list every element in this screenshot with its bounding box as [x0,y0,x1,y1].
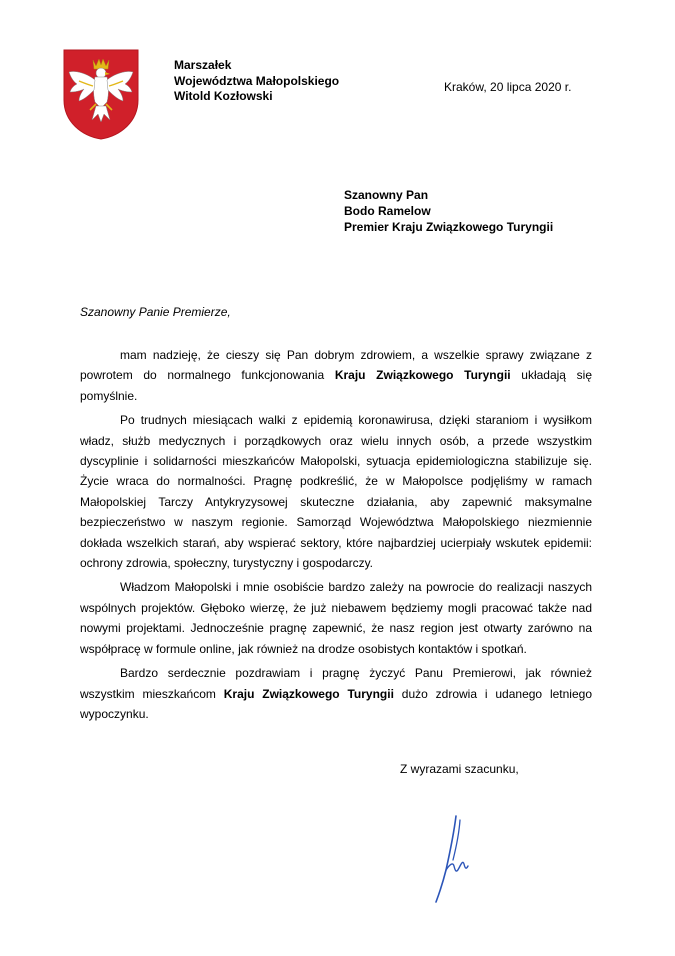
sender-name: Witold Kozłowski [174,89,273,103]
recipient-title: Premier Kraju Związkowego Turyngii [344,220,554,234]
paragraph-4 [80,663,592,724]
sender-block [174,58,339,105]
sender-office: Województwa Małopolskiego [174,73,340,88]
paragraph-1-text-a: mam nadzieję, że cieszy się Pan dobrym zdrowiem, a wszelkie sprawy związane z powrotem do normalnego funkcjonowania [80,348,592,383]
paragraph-1 [80,345,592,406]
recipient-greeting: Szanowny Pan [344,188,429,202]
paragraph-4-text-a: Bardzo serdecznie pozdrawiam i pragnę życzyć Panu Premierowi, jak również wszystkim mieszkańcom [80,666,592,701]
sender-title: Marszałek [174,58,232,72]
paragraph-1-bold-region: Kraju Związkowego Turyngii [334,368,511,383]
letter-body [80,345,592,728]
recipient-name: Bodo Ramelow [344,204,431,218]
paragraph-2: Po trudnych miesiącach walki z epidemią koronawirusa, dzięki staraniom i wysiłkom władz, służb medycznych i porządkowych oraz wielu innych osób, a przede wszystkim dyscyplinie i solidarności mieszkańców Małopolski, sytuacja epidemiologiczna stabilizuje się. Życie wraca do normalności. Pragnę podkreślić, że w Małopolsce podjęliśmy w ramach Małopolskiej Tarczy Antykryzysowej skuteczne działania, aby zapewnić maksymalne bezpieczeństwo w naszym regionie. Samorząd Województwa Małopolskiego niezmiennie dokłada wszelkich starań, aby wspierać sektory, które najbardziej ucierpiały wskutek epidemii: ochrony zdrowia, społeczny, turystyczny i gospodarczy. [80,413,592,571]
signature-icon [426,812,470,904]
paragraph-4-text-b: dużo zdrowia i udanego letniego wypoczynku. [80,686,592,721]
letter-date: Kraków, 20 lipca 2020 r. [444,80,572,94]
coat-of-arms-icon [62,48,140,140]
closing-phrase: Z wyrazami szacunku, [400,762,519,776]
salutation: Szanowny Panie Premierze, [80,305,231,319]
paragraph-4-bold-region: Kraju Związkowego Turyngii [223,686,394,701]
paragraph-3: Władzom Małopolski i mnie osobiście bardzo zależy na powrocie do realizacji naszych wspólnych projektów. Głęboko wierzę, że już niebawem będziemy mogli pracować także nad nowymi projektami. Jednocześnie pragnę zapewnić, że nasz region jest otwarty zarówno na współpracę w formule online, jak również na drodze osobistych kontaktów i spotkań. [80,580,592,656]
paragraph-1-text-b: układają się pomyślnie. [80,368,592,403]
recipient-block [344,187,553,235]
